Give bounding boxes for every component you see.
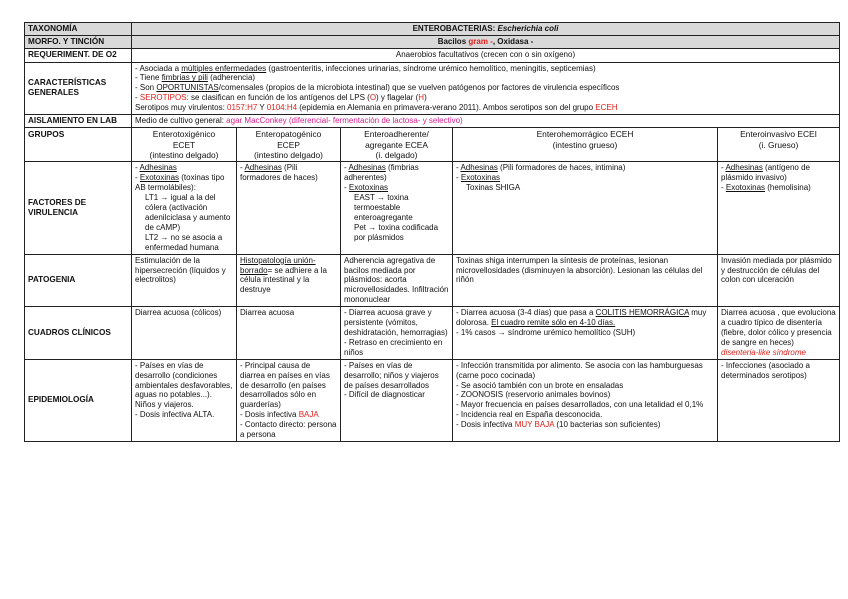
ecoli-summary-table: [24, 22, 840, 442]
virulence-ecet: - Adhesinas - Exotoxinas (toxinas tipo AB termolábiles): LT1 → igual a la del cólera (activación adenilciclasa y aumento de cAMP) LT2 → no se asocia a enfermedad humana: [132, 162, 237, 254]
epidemiology-ecet: - Países en vías de desarrollo (condiciones ambientales desfavorables, aguas no potables...). Niños y viajeros. - Dosis infectiva ALTA.: [132, 359, 237, 441]
epidemiology-label: EPIDEMIOLOGÍA: [25, 359, 132, 441]
group-ecea-header: Enteroadherente/ agregante ECEA (i. delgado): [341, 128, 453, 162]
clinical-label: CUADROS CLÍNICOS: [25, 307, 132, 360]
oxygen-label: REQUERIMENT. DE O2: [25, 49, 132, 62]
virulence-ecea: - Adhesinas (fimbrias adherentes) - Exotoxinas EAST → toxina termoestable enteroagregante Pet → toxina codificada por plásmidos: [341, 162, 453, 254]
general-features-label: CARACTERÍSTICAS GENERALES: [25, 62, 132, 115]
group-ecei-header: Enteroinvasivo ECEI (i. Grueso): [718, 128, 840, 162]
morphology-value: [132, 36, 840, 49]
isolation-label: AISLAMIENTO EN LAB: [25, 115, 132, 128]
feature-line-4: - SEROTIPOS: se clasifican en función de los antígenos del LPS (O) y flagelar (H): [135, 93, 427, 103]
clinical-ecet: Diarrea acuosa (cólicos): [132, 307, 237, 360]
pathogenesis-ecet: Estimulación de la hipersecreción (líquidos y electrolitos): [132, 254, 237, 307]
pathogenesis-ecep: Histopatología unión-borrado= se adhiere a la célula intestinal y la destruye: [237, 254, 341, 307]
virulence-label: FACTORES DE VIRULENCIA: [25, 162, 132, 254]
group-ecet-header: Enterotoxigénico ECET (intestino delgado): [132, 128, 237, 162]
isolation-value: Medio de cultivo general: agar MacConkey (diferencial- fermentación de lactosa- y selectivo): [132, 115, 840, 128]
feature-line-3: - Son OPORTUNISTAS/comensales (propios de la microbiota intestinal) que se vuelven patógenos por factores de virulencia específicos: [135, 83, 620, 93]
epidemiology-eceh: - Infección transmitida por alimento. Se asocia con las hamburguesas (carne poco cocinada) - Se asoció también con un brote en ensaladas - ZOONOSIS (reservorio animales bovinos) - Mayor frecuencia en países desarrollados, con una letalidad el 0,1% - Incidencia real en España desconocida. - Dosis infectiva MUY BAJA (10 bacterias son suficientes): [453, 359, 718, 441]
general-features-value: [132, 62, 840, 115]
virulence-ecei: - Adhesinas (antígeno de plásmido invasivo) - Exotoxinas (hemolisina): [718, 162, 840, 254]
epidemiology-ecep: - Principal causa de diarrea en países en vías de desarrollo (en países desarrollados sólo en guarderías) - Dosis infectiva BAJA - Contacto directo: persona a persona: [237, 359, 341, 441]
general-features-row: [25, 62, 840, 115]
taxonomy-species: Escherichia coli: [497, 24, 559, 33]
morphology-gram: gram -: [468, 37, 493, 47]
pathogenesis-eceh: Toxinas shiga interrumpen la síntesis de proteínas, lesionan microvellosidades (disminuyen la absorción). Lesionan las células del riñón: [453, 254, 718, 307]
group-eceh-header: Enterohemorrágico ECEH (intestino grueso): [453, 128, 718, 162]
epidemiology-row: [25, 359, 840, 441]
taxonomy-prefix: ENTEROBACTERIAS:: [412, 24, 496, 33]
clinical-ecep: Diarrea acuosa: [237, 307, 341, 360]
group-ecep-header: Enteropatogénico ECEP (intestino delgado): [237, 128, 341, 162]
pathogenesis-row: [25, 254, 840, 307]
clinical-ecea: - Diarrea acuosa grave y persistente (vómitos, deshidratación, hemorragias) - Retraso en crecimiento en niños: [341, 307, 453, 360]
morphology-bacilos: Bacilos: [437, 37, 467, 47]
pathogenesis-ecea: Adherencia agregativa de bacilos mediada por plásmidos: acorta microvellosidades. Infiltración mononuclear: [341, 254, 453, 307]
morphology-row: [25, 36, 840, 49]
clinical-eceh: - Diarrea acuosa (3-4 días) que pasa a COLITIS HEMORRÁGICA muy dolorosa. El cuadro remite sólo en 4-10 días. - 1% casos → síndrome urémico hemolítico (SUH): [453, 307, 718, 360]
oxygen-value: Anaerobios facultativos (crecen con o sin oxígeno): [132, 49, 840, 62]
taxonomy-value: [132, 23, 840, 36]
virulence-row: [25, 162, 840, 254]
morphology-label: MORFO. Y TINCIÓN: [25, 36, 132, 49]
groups-label: GRUPOS: [25, 128, 132, 162]
feature-line-5: Serotipos muy virulentos: 0157:H7 Y 0104:H4 (epidemia en Alemania en primavera-verano 2011). Ambos serotipos son del grupo ECEH: [135, 103, 618, 113]
feature-line-1: - Asociada a múltiples enfermedades (gastroenteritis, infecciones urinarias, síndrome urémico hemolítico, meningitis, septicemias): [135, 63, 596, 73]
pathogenesis-ecei: Invasión mediada por plásmido y destrucción de células del colon con ulceración: [718, 254, 840, 307]
oxygen-row: [25, 49, 840, 62]
groups-row: [25, 128, 840, 162]
clinical-row: [25, 307, 840, 360]
clinical-ecei: Diarrea acuosa , que evoluciona a cuadro típico de disentería (fiebre, dolor cólico y presencia de sangre en heces) disenteria-like síndrome: [718, 307, 840, 360]
feature-line-2: - Tiene fimbrias y pili (adherencia): [135, 73, 256, 83]
morphology-oxidasa: , Oxidasa -: [492, 37, 534, 47]
taxonomy-label: TAXONOMÍA: [25, 23, 132, 36]
epidemiology-ecea: - Países en vías de desarrollo; niños y viajeros de países desarrollados - Difícil de diagnosticar: [341, 359, 453, 441]
virulence-eceh: - Adhesinas (Pili formadores de haces, intimina) - Exotoxinas Toxinas SHIGA: [453, 162, 718, 254]
pathogenesis-label: PATOGENIA: [25, 254, 132, 307]
isolation-row: [25, 115, 840, 128]
taxonomy-row: [25, 23, 840, 36]
virulence-ecep: - Adhesinas (Pili formadores de haces): [237, 162, 341, 254]
ecoli-summary-table-wrapper: [24, 22, 839, 442]
epidemiology-ecei: - Infecciones (asociado a determinados serotipos): [718, 359, 840, 441]
